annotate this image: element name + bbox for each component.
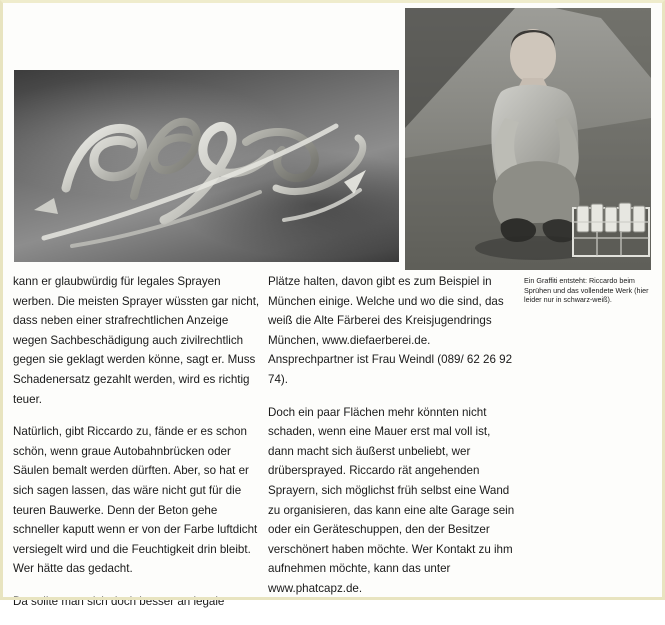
graffiti-wall-photo [14, 70, 399, 262]
photo-caption [524, 276, 651, 305]
portrait-photo [405, 8, 651, 270]
caption-text: Ein Graffiti entsteht: Riccardo beim Sprühen und das vollendete Werk (hier leider nur in schwarz-weiß). [524, 276, 649, 305]
paragraph: Plätze halten, davon gibt es zum Beispiel in München einige. Welche und wo die sind, das weiß die Alte Färberei des Kreisjugendrings München, www.diefaerberei.de. Ansprechpartner ist Frau Weindl (089/ 62 26 92 74). [268, 275, 513, 386]
paragraph: Da sollte man sich doch besser an legale [13, 594, 225, 608]
paragraph: Doch ein paar Flächen mehr könnten nicht schaden, wenn eine Mauer erst mal voll ist, dann macht sich äußerst unbeliebt, wer drübersprayed. Riccardo rät angehenden Sprayern, sich möglichst früh selbst eine Wand zu organisieren, das kann eine alte Garage sein oder ein Geräteschuppen, den der Besitzer verschönert haben möchte. Wer Kontakt zu ihm aufnehmen möchte, kann das unter www.phatcapz.de. [268, 405, 515, 595]
portrait-figure [405, 8, 651, 270]
body-text-column-middle [268, 272, 518, 612]
paragraph: Natürlich, gibt Riccardo zu, fände er es schon schön, wenn graue Autobahnbrücken oder Säulen bemalt werden dürften. Aber, so hat er sich sagen lassen, das wäre nicht gut für die teuren Bauwerke. Denn der Beton gehe schneller kaputt wenn er von der Farbe luftdicht versiegelt wird und die Feuchtigkeit drin bleibt. Wer hätte das gedacht. [13, 425, 258, 576]
body-text-column-left [13, 272, 260, 625]
graffiti-tag-artwork [14, 70, 399, 262]
paragraph: kann er glaubwürdig für legales Sprayen werben. Die meisten Sprayer wüssten gar nicht, dass neben einer strafrechtlichen Anzeige wegen Sachbeschädigung auch zivilrechtlich gegen sie geklagt werden könne, sagt er. Muss Schadenersatz gezahlt werden, wird es richtig teuer. [13, 275, 260, 406]
